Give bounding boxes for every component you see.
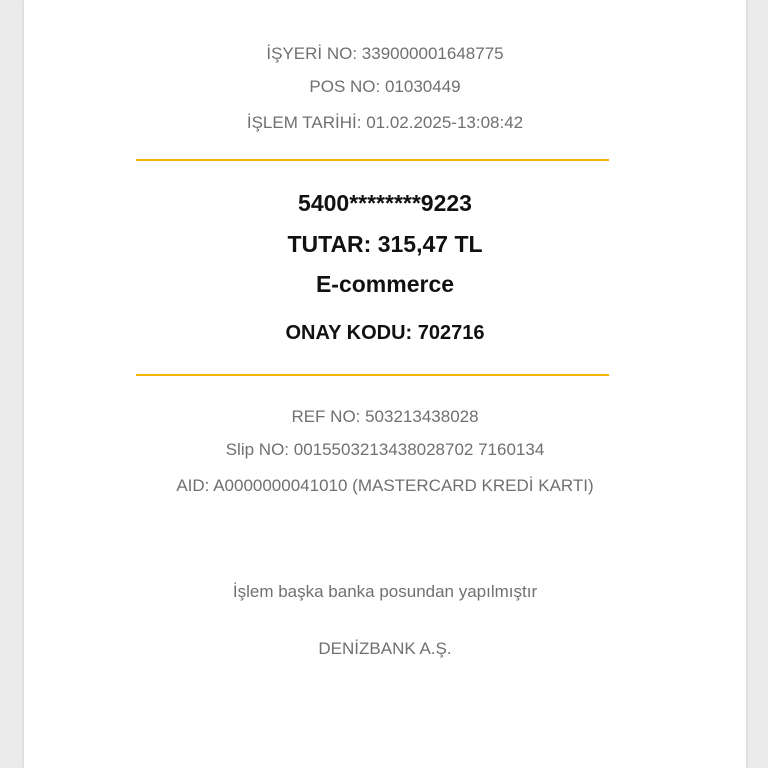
- receipt-slip: [24, 0, 746, 768]
- top-divider: [136, 159, 609, 161]
- amount: TUTAR: 315,47 TL: [287, 231, 483, 257]
- approval-code: ONAY KODU: 702716: [285, 322, 485, 344]
- transaction-channel: E-commerce: [315, 271, 455, 297]
- pos-number: POS NO: 01030449: [309, 77, 461, 96]
- card-number: 5400********9223: [298, 190, 472, 216]
- transaction-date: İŞLEM TARİHİ: 01.02.2025-13:08:42: [246, 113, 524, 132]
- merchant-number: İŞYERİ NO: 339000001648775: [266, 44, 504, 63]
- reference-number: REF NO: 503213438028: [291, 407, 479, 426]
- slip-number: Slip NO: 0015503213438028702 7160134: [225, 440, 545, 459]
- bank-note: İşlem başka banka posundan yapılmıştır: [232, 582, 538, 601]
- bank-name: DENİZBANK A.Ş.: [318, 639, 452, 658]
- bottom-divider: [136, 374, 609, 376]
- aid: AID: A0000000041010 (MASTERCARD KREDİ KARTI): [176, 476, 594, 495]
